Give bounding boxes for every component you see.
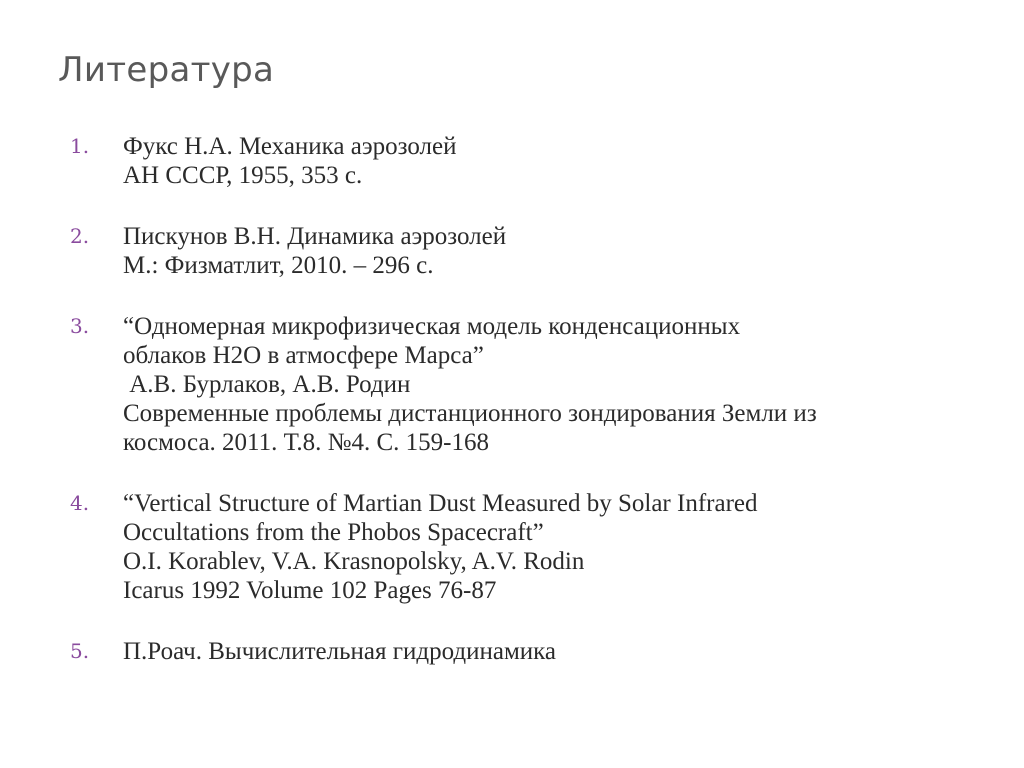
reference-text <box>123 312 817 457</box>
reference-item-1 <box>70 132 990 190</box>
page-title: Литература <box>58 50 275 90</box>
reference-number: 2. <box>70 224 90 248</box>
reference-number: 1. <box>70 134 90 158</box>
reference-line: “Одномерная микрофизическая модель конденсационных <box>123 313 741 340</box>
reference-list <box>70 132 990 666</box>
reference-text <box>123 132 456 190</box>
reference-line: космоса. 2011. Т.8. №4. С. 159-168 <box>123 429 489 456</box>
reference-line: Пискунов В.Н. Динамика аэрозолей <box>123 223 507 250</box>
reference-number: 4. <box>70 491 90 515</box>
reference-line: М.: Физматлит, 2010. – 296 с. <box>123 252 434 279</box>
reference-line: Occultations from the Phobos Spacecraft” <box>123 519 544 546</box>
reference-line: облаков H2O в атмосфере Марса” <box>123 342 484 369</box>
reference-line: “Vertical Structure of Martian Dust Measured by Solar Infrared <box>123 490 758 517</box>
reference-line: П.Роач. Вычислительная гидродинамика <box>123 638 557 665</box>
reference-line: А.В. Бурлаков, А.В. Родин <box>123 371 411 398</box>
reference-item-5 <box>70 637 990 666</box>
reference-line: Фукс Н.А. Механика аэрозолей <box>123 133 457 160</box>
reference-text <box>123 637 556 666</box>
reference-text <box>123 489 758 605</box>
reference-line: Современные проблемы дистанционного зондирования Земли из <box>123 400 817 427</box>
reference-item-3 <box>70 312 990 457</box>
reference-line: O.I. Korablev, V.A. Krasnopolsky, A.V. Rodin <box>123 548 585 575</box>
reference-item-4 <box>70 489 990 605</box>
reference-line: АН СССР, 1955, 353 с. <box>123 162 363 189</box>
reference-item-2 <box>70 222 990 280</box>
reference-number: 3. <box>70 314 90 338</box>
reference-text <box>123 222 506 280</box>
reference-line: Icarus 1992 Volume 102 Pages 76-87 <box>123 577 497 604</box>
reference-number: 5. <box>70 639 90 663</box>
